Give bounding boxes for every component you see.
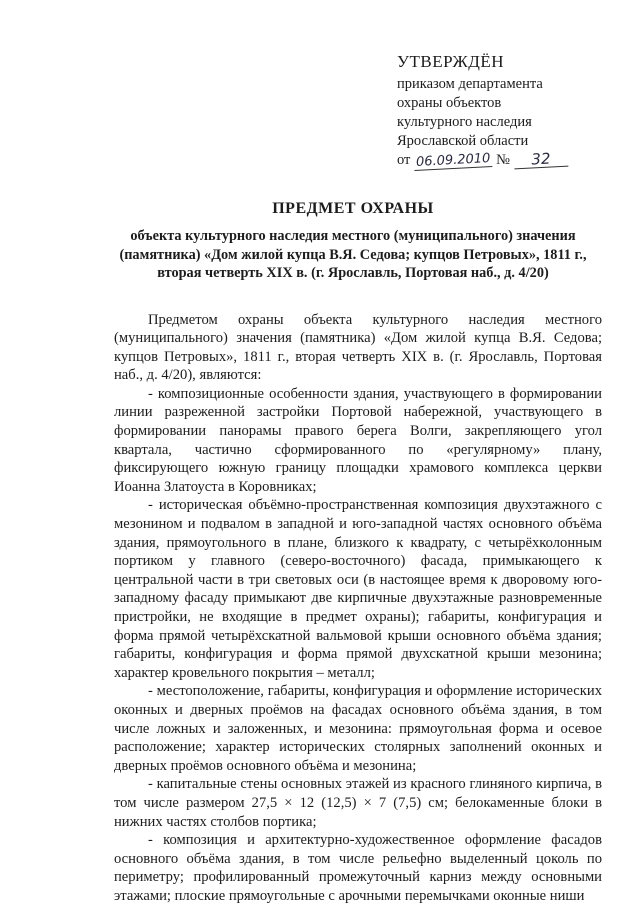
document-heading — [104, 200, 602, 283]
document-subtitle-line: (памятника) «Дом жилой купца В.Я. Седова; купцов Петровых», 1811 г., — [119, 246, 587, 263]
document-title: ПРЕДМЕТ ОХРАНЫ — [272, 200, 434, 217]
document-body — [114, 311, 602, 906]
approval-date-line — [397, 151, 602, 170]
document-subtitle-line: объекта культурного наследия местного (муниципального) значения — [130, 228, 576, 244]
body-paragraph: Предметом охраны объекта культурного наследия местного (муниципального) значения (памятника) «Дом жилой купца В.Я. Седова; купцов Петровых», 1811 г., вторая четверть XIX в. (г. Ярославль, Портовая наб., д. 4/20), являются: — [114, 311, 602, 384]
approval-line: Ярославской области — [397, 133, 529, 149]
approval-line: охраны объектов — [397, 95, 502, 111]
body-paragraph: - местоположение, габариты, конфигурация и оформление исторических оконных и дверных проёмов на фасадах основного объёма здания, в том числе ложных и заложенных, и мезонина: прямоугольная форма и осевое расположение; характер исторических столярных заполнений оконных и дверных проёмов основного объёма и мезонина; — [114, 683, 602, 774]
approval-line: культурного наследия — [397, 114, 532, 130]
handwritten-date: 06.09.2010 — [414, 151, 493, 171]
approval-line: приказом департамента — [397, 76, 543, 92]
body-paragraph: - композиционные особенности здания, участвующего в формировании линии разреженной застройки Портовой набережной, участвующего в формировании панорамы правого берега Волги, закрепляющего угол квартала, частично сформированного по «регулярному» плану, фиксирующего южную границу площадки храмового комплекса церкви Иоанна Златоуста в Коровниках; — [114, 385, 602, 495]
body-paragraph: - композиция и архитектурно-художественное оформление фасадов основного объёма здания, в том числе рельефно выделенный цоколь по периметру; профилированный промежуточный карниз между основными этажами; плоские прямоугольные с арочными перемычками оконные ниши — [114, 832, 602, 904]
approval-title: УТВЕРЖДЁН — [397, 52, 504, 71]
body-paragraph: - историческая объёмно-пространственная композиция двухэтажного с мезонином и подвалом в западной и юго-западной частях основного объёма здания, прямоугольного в плане, близкого к квадрату, с четырёхколонным портиком у главного (северо-восточного) фасада, примыкающего к центральной части в три световых оси (в настоящее время к дворовому юго-западному фасаду примыкают две кирпичные двухэтажные разновременные пристройки, не входящие в предмет охраны); габариты, конфигурация и форма прямой четырёхскатной вальмовой крыши основного объёма здания; габариты, конфигурация и форма прямой двухскатной крыши мезонина; характер кровельного покрытия – металл; — [114, 497, 602, 681]
date-prefix: от — [397, 152, 411, 168]
approval-stamp — [397, 52, 602, 170]
document-subtitle-line: вторая четверть XIX в. (г. Ярославль, Портовая наб., д. 4/20) — [157, 265, 549, 281]
number-prefix: № — [496, 152, 510, 168]
body-paragraph: - капитальные стены основных этажей из красного глиняного кирпича, в том числе размером 27,5 × 12 (12,5) × 7 (7,5) см; белокаменные блоки в нижних частях столбов портика; — [114, 776, 602, 830]
handwritten-number: 32 — [513, 151, 568, 170]
